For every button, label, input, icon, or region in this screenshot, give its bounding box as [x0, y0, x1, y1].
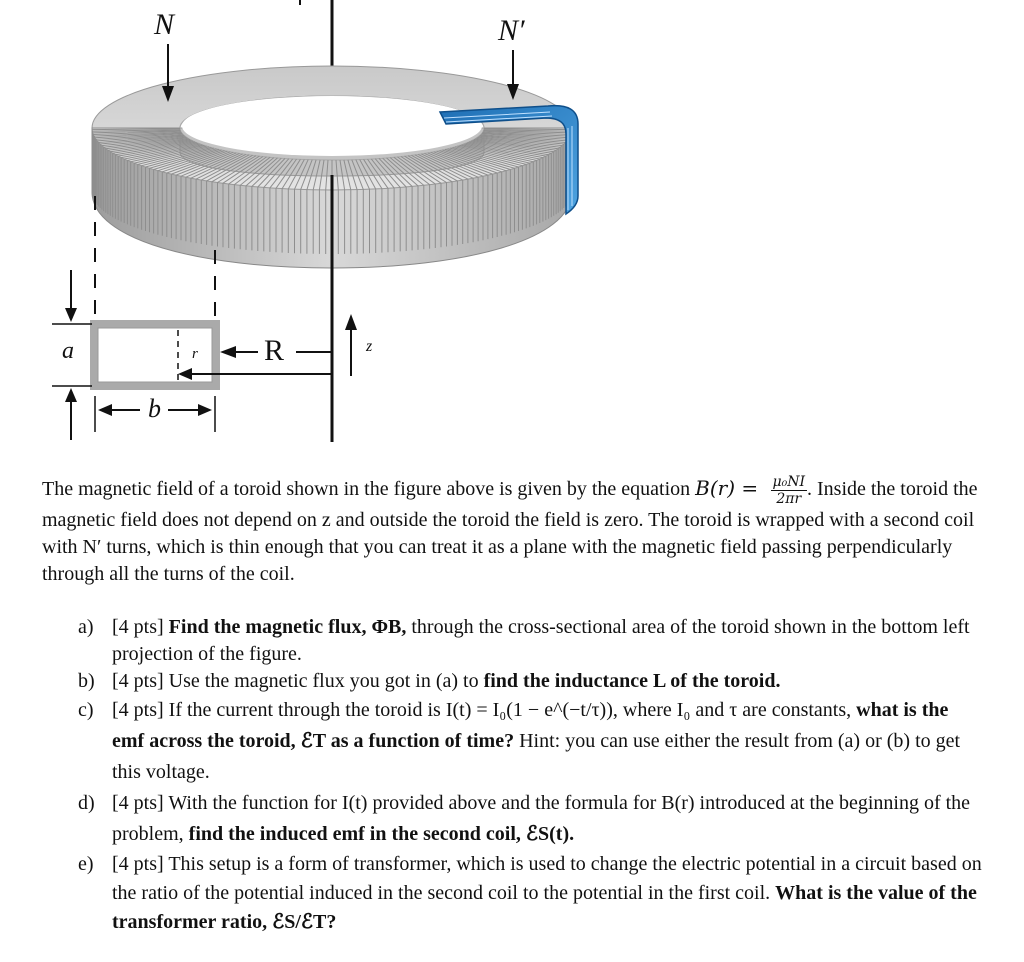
question-rest: through the cross-sectional area of the toroid shown in the bottom left projection of the figure.: [112, 616, 970, 665]
question-a: [78, 614, 982, 668]
equation-denominator: 2πr: [776, 491, 802, 507]
intro-line1: The magnetic field of a toroid shown in the figure above is given by the equation: [42, 478, 696, 501]
label-R: R: [264, 334, 285, 367]
question-points: [4 pts]: [112, 699, 169, 721]
z-arrow: [345, 314, 357, 376]
label-a: a: [62, 338, 74, 364]
intro-paragraph: [42, 474, 982, 588]
question-pre: With the function for I(t) provided above and the formula for B(r) introduced at the beginning of the problem,: [112, 792, 971, 845]
label-Nprime: N′: [498, 14, 525, 47]
question-marker: d): [78, 792, 95, 814]
question-points: [4 pts]: [112, 853, 169, 875]
question-marker: c): [78, 699, 94, 721]
question-bold: find the induced emf in the second coil, ℰS(t).: [188, 823, 575, 845]
problem-text: [42, 474, 982, 937]
equation-lhs: B(r) =: [695, 476, 765, 501]
intro-line2: Inside the toroid the magnetic field does not depend on z and outside the toroid the field is zero. The toroid is wrapped with a second coil with N′ turns, which is thin enough that you can treat it as a plane with the magnetic field passing perpendicularly through all the turns of the coil.: [42, 478, 978, 585]
question-points: [4 pts]: [112, 616, 169, 638]
question-c: [78, 695, 982, 788]
question-bold: Find the magnetic flux, ΦB,: [168, 616, 407, 638]
question-marker: a): [78, 616, 94, 638]
label-z: z: [366, 338, 373, 355]
question-bold: find the inductance L of the toroid.: [483, 670, 781, 692]
question-bold: what is the emf across the toroid, ℰT as a function of time?: [112, 699, 949, 752]
equation-numerator: μ₀NI: [772, 474, 805, 490]
question-marker: e): [78, 853, 94, 875]
label-r: r: [192, 346, 198, 362]
question-list: [42, 614, 982, 937]
question-points: [4 pts]: [112, 670, 169, 692]
question-bold: What is the value of the transformer ratio, ℰS/ℰT?: [112, 882, 977, 933]
question-pre: Use the magnetic flux you got in (a) to: [168, 670, 484, 692]
equation-fraction: [771, 474, 808, 507]
question-points: [4 pts]: [112, 792, 169, 814]
question-d: [78, 788, 982, 850]
question-pre: This setup is a form of transformer, which is used to change the electric potential in a circuit based on the ratio of the potential induced in the second coil to the potential in the first coil.: [112, 853, 982, 904]
question-e: [78, 850, 982, 937]
equation-end: .: [807, 478, 812, 501]
question-b: [78, 668, 982, 695]
label-N: N: [154, 8, 175, 41]
label-b: b: [148, 394, 161, 423]
question-rest: Hint: you can use either the result from (a) or (b) to get this voltage.: [112, 730, 961, 783]
question-pre: If the current through the toroid is I(t) = I₀(1 − e^(−t/τ)), where I₀ and τ are constants,: [168, 699, 857, 721]
question-marker: b): [78, 670, 95, 692]
